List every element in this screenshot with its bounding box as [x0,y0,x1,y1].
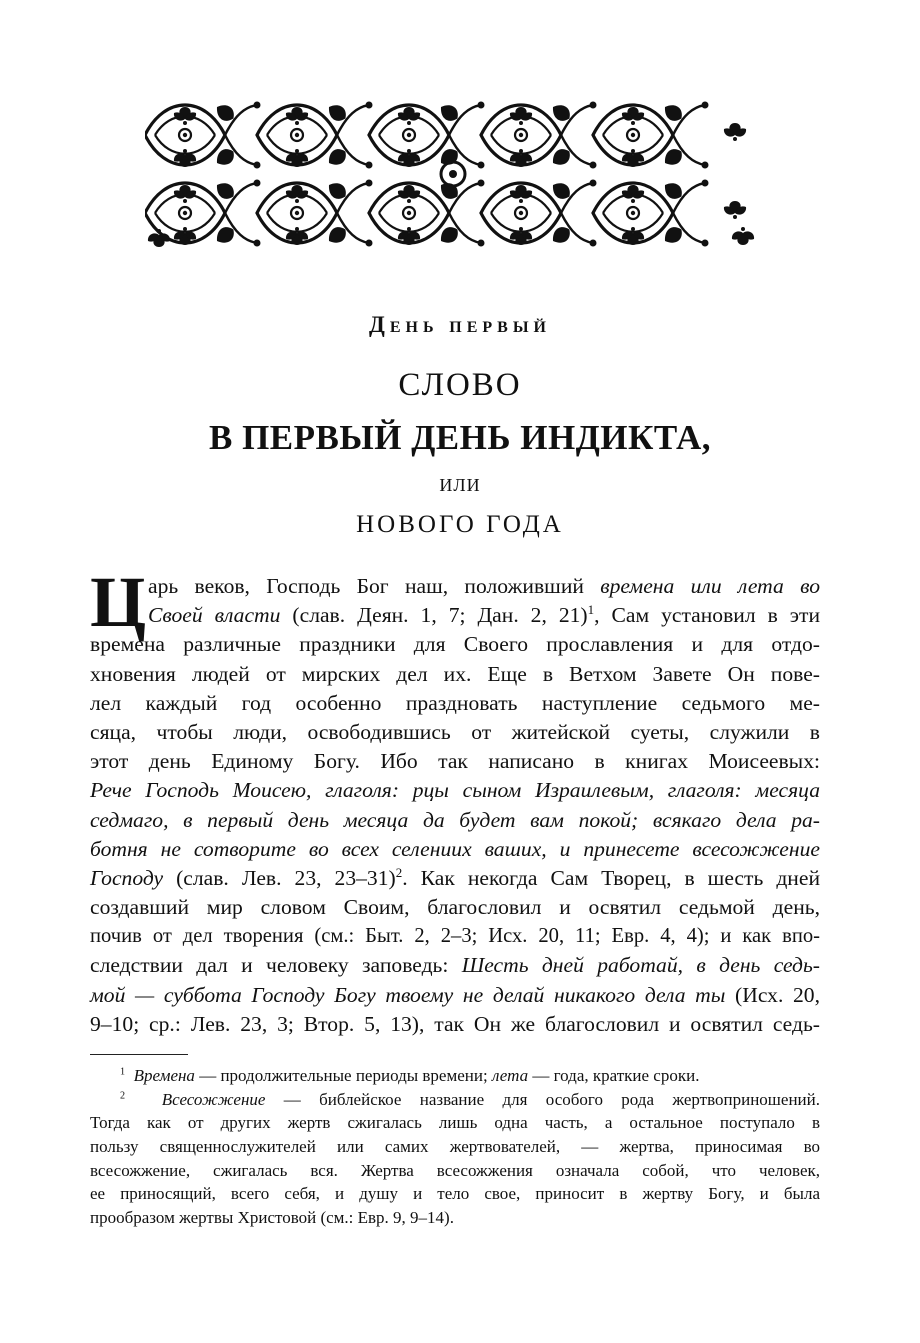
body-line-12: создавший мир словом Своим, благословил и освятил седьмой день, [90,895,820,920]
body-line-6: сяца, чтобы люди, освободившись от житейской суеты, служили в [90,719,820,744]
footnote-ref-1[interactable]: 1 [587,602,595,617]
day-heading: День первый [369,312,551,337]
footnote-2-line-1: $^2$ Всесожжение — библейское название для особого рода жертвоприношений. [120,1089,820,1109]
body-line-8: Рече Господь Моисею, глаголя: рцы сыном Израилевым, глаголя: месяца [90,778,820,803]
body-line-10: ботня не сотворите во всех селениих ваших, и принесете всесожжение [90,836,820,861]
body-line-3: времена различные праздники для Своего прославления и для отдо- [90,632,820,657]
footnote-2-line-6: прообразом жертвы Христовой (см.: Евр. 9, 9–14). [90,1208,454,1228]
footnote-2-line-4: всесожжение, сжигалась вся. Жертва всесожжения означала собой, что человек, [90,1160,820,1180]
body-line-15: мой — суббота Господу Богу твоему не делай никакого дела ты (Исх. 20, [90,982,820,1007]
body-line-5: лел каждый год особенно праздновать наступление седьмого ме- [90,690,820,715]
sermon-title-line-3: или [439,470,481,497]
body-line-16: 9–10; ср.: Лев. 23, 3; Втор. 5, 13), так Он же благословил и освятил седь- [90,1011,820,1036]
body-line-11: Господу (слав. Лев. 23, 23–31)$^2$. Как некогда Сам Творец, в шесть дней [90,864,820,890]
footnote-2-line-3: пользу священнослужителей или самих жертвователей, — жертва, приносимая во [90,1137,820,1157]
footnote-2-line-5: ее приносящий, всего себя, и душу и тело свое, приносит в жертву Богу, и была [90,1184,820,1204]
footnote-divider [90,1054,188,1055]
sermon-title-line-1: СЛОВО [398,367,522,403]
body-text [90,562,820,1039]
footnote-ref-2[interactable]: 2 [395,864,403,880]
sermon-title-line-2: В ПЕРВЫЙ ДЕНЬ ИНДИКТА, [208,418,712,457]
sermon-title-line-4: НОВОГО ГОДА [356,511,564,538]
body-line-1: арь веков, Господь Бог наш, положивший времена или лета во [148,574,820,598]
floral-vine-ornament-icon [145,95,765,253]
drop-cap: Ц [90,562,147,642]
body-line-4: хновения людей от мирских дел их. Еще в Ветхом Завете Он пове- [90,661,820,686]
footnotes [90,1064,820,1230]
body-line-9: седмаго, в первый день месяца да будет вам покой; всякаго дела ра- [90,807,820,832]
footnote-2-line-2: Тогда как от других жертв сжигалась лишь одна часть, а остальное поступало в [90,1113,820,1133]
footnote-1: $^1$ Времена — продолжительные периоды времени; лета — года, краткие сроки. [120,1066,700,1085]
body-line-7: этот день Единому Богу. Ибо так написано в книгах Моисеевых: [90,749,820,774]
body-line-2: Своей власти (слав. Деян. 1, 7; Дан. 2, 21)$^1$, Сам установил в эти [148,602,820,628]
body-line-13: почив от дел творения (см.: Быт. 2, 2–3; Исх. 20, 11; Евр. 4, 4); и как впо- [90,925,820,948]
body-line-14: следствии дал и человеку заповедь: Шесть дней работай, в день седь- [90,953,820,978]
